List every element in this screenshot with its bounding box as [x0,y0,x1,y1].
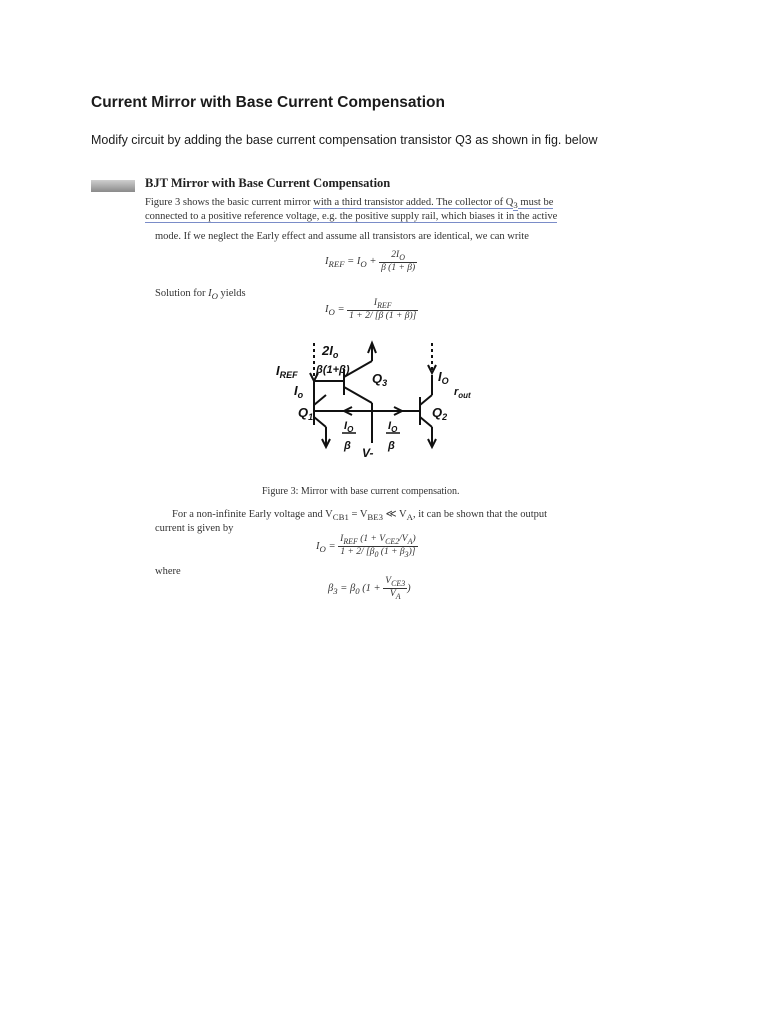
label-iref: $I_{REF}$ [276,363,298,380]
label-ib2-den: β [388,440,395,452]
solution-text: Solution for $I_O$ yields [155,288,246,302]
label-io-right: $I_O$ [438,369,449,386]
equation-iref: $I_{REF} = I_O$ + $\frac{2I_O}{\beta (1 + \beta)}$ [325,250,416,273]
equation-beta3: $\beta_3 = \beta_0$ (1 + $\frac{V_{CE3}}{V_A}$ ) [328,576,411,601]
paragraph-2-line-1: For a non-infinite Early voltage and $V_{CB1} = V_{BE3}$ ≪ $V_A$, it can be shown that the output [172,509,548,523]
equation-io: $I_O$ = $\frac{I_{REF}}{1 + 2/ [\beta (1 + \beta)]}$ [325,298,417,321]
label-2io: $2I_o$ [322,343,339,360]
label-ib2-num: $I_O$ [388,420,398,434]
page-subheading: Modify circuit by adding the base current compensation transistor Q3 as shown in fig. below [91,133,598,147]
equation-io-early: $I_O$ = $\frac{I_{REF} (1 + V_{CE2}/V_A)}{1 + 2/ [\beta_0 (1 + \beta_3)]}$ [316,534,416,559]
excerpt-section-title: BJT Mirror with Base Current Compensation [145,176,391,190]
excerpt-paragraph-line-2: connected to a positive reference voltage, e.g. the positive supply rail, which biases it in the active [145,211,558,222]
excerpt-paragraph-line-1: Figure 3 shows the basic current mirror with a third transistor added. The collector of $Q_3$ must be [145,197,554,211]
page-heading: Current Mirror with Base Current Compensation [91,94,445,111]
label-q2: $Q_2$ [432,405,448,422]
label-ib1-num: $I_O$ [344,420,354,434]
label-io-left: $I_o$ [294,383,304,400]
where-text: where [155,566,181,577]
excerpt-paragraph-line-3: mode. If we neglect the Early effect and assume all transistors are identical, we can write [155,231,529,242]
label-q1: $Q_1$ [298,405,314,422]
current-mirror-circuit [260,335,490,470]
label-q3: $Q_3$ [372,371,388,388]
paragraph-2-line-2: current is given by [155,523,234,534]
figure-caption: Figure 3: Mirror with base current compensation. [262,486,460,497]
label-beta-term: β(1+β) [316,364,350,376]
section-marker-bar [91,180,135,192]
label-rout: $r_{out}$ [454,386,471,400]
label-vminus: V- [362,446,374,460]
label-ib1-den: β [344,440,351,452]
